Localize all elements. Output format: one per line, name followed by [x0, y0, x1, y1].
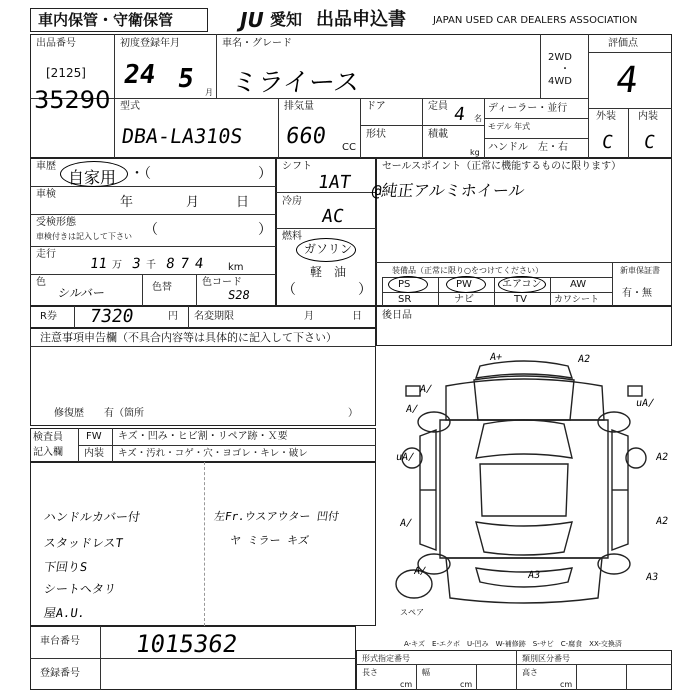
drive-2wd: 2WD [548, 52, 572, 63]
naiso-items: キズ・汚れ・コゲ・穴・ヨゴレ・キレ・破レ [118, 448, 308, 459]
fuel-label: 燃料 [282, 231, 302, 242]
exterior-grade: C [600, 132, 615, 153]
color-change-label: 色替 [152, 282, 172, 293]
handle-label: ハンドル 左・右 [488, 142, 568, 153]
height-label: 高さ [522, 668, 538, 677]
recv-close: ） [258, 222, 272, 238]
type-label: 型式 [120, 101, 140, 112]
chassis-label: 車台番号 [40, 636, 80, 647]
displacement-label: 排気量 [284, 101, 314, 112]
eq-sr: SR [398, 294, 412, 305]
lot-no-label: 出品番号 [36, 38, 76, 49]
eq-pw: PW [456, 279, 472, 290]
mark-right-1: uA/ [635, 398, 655, 409]
note-1: ハンドルカバー付 [42, 510, 141, 524]
rear-label: 後日品 [382, 310, 412, 321]
doors-label: ドア [366, 101, 386, 112]
history-close: ） [258, 166, 272, 182]
recv-open: （ [144, 222, 158, 238]
lot-number: 35290 [34, 86, 111, 114]
shift-label: シフト [282, 161, 312, 172]
form-title: 出品申込書 [316, 9, 406, 30]
month-mark: 月 [205, 88, 213, 97]
history-open: ・（ [130, 166, 151, 182]
interior-grade: C [642, 132, 657, 153]
history-label: 車歴 [36, 161, 56, 172]
mileage-rest-value: 874 [164, 256, 211, 272]
cm-3: cm [560, 680, 573, 689]
lot-bracket: [2125] [46, 66, 86, 80]
yen-label: 円 [168, 311, 178, 322]
fuel-open: （ [282, 282, 296, 298]
inspection-label: 車検 [36, 189, 56, 200]
note-right-2: ヤ ミラー キズ [229, 534, 310, 547]
note-2: スタッドレスT [42, 536, 124, 550]
recv-form-note: 車検付きは記入して下さい [36, 232, 132, 241]
mileage-man: 万 [112, 260, 122, 271]
exterior-label: 外装 [596, 111, 616, 122]
eq-aw: AW [570, 279, 587, 290]
damage-legend: A-キズ E-エクボ U-凹み W-補修跡 S-サビ C-腐食 XX-交換済 [404, 640, 622, 648]
mark-top-left: A/ [419, 384, 433, 395]
warranty-label: 新車保証書 [620, 266, 660, 275]
model-name: ミライース [229, 68, 362, 98]
mileage-man-value: 11 [88, 256, 108, 272]
fw-label: FW [86, 431, 102, 442]
diesel-label: 軽 油 [310, 265, 347, 279]
mark-top-mid: A+ [489, 352, 503, 363]
entry-label: 記入欄 [33, 447, 63, 458]
repair-label: 修復歴 有（箇所 [54, 408, 144, 419]
eq-tv: TV [514, 294, 527, 305]
displacement-value: 660 [284, 124, 328, 149]
naiso-label: 内装 [84, 448, 104, 459]
mark-right-2: A2 [655, 452, 669, 463]
model-grade-label: 車名・グレード [222, 38, 292, 49]
note-3: 下回りS [42, 560, 89, 574]
warranty-options: 有・無 [622, 288, 652, 299]
fw-items: キズ・凹み・ヒビ割・リペア跡・Ｘ要 [118, 431, 288, 442]
history-circled: 自家用 [68, 168, 117, 187]
name-change-label: 名変期限 [194, 311, 234, 322]
mark-left-3: A/ [399, 518, 413, 529]
sales-point-value: @純正アルミホイール [370, 181, 526, 200]
mark-left-1: A/ [405, 404, 419, 415]
fuel-close: ） [358, 282, 372, 298]
rating-label: 評価点 [608, 38, 638, 49]
note-4: シートヘタリ [42, 582, 117, 596]
first-reg-label: 初度登録年月 [120, 38, 180, 49]
type-value: DBA-LA310S [120, 124, 245, 148]
load-label: 積載 [428, 129, 448, 140]
color-code-label: 色コード [202, 277, 242, 288]
mark-bottom-left: A/ [413, 566, 427, 577]
mark-bottom-right: A3 [645, 572, 659, 583]
mileage-sen-value: 3 [130, 256, 142, 272]
color-code-value: S28 [227, 288, 251, 302]
model-year-label: モデル 年式 [488, 122, 531, 131]
persons-label: 名 [474, 114, 482, 123]
cc-label: CC [342, 142, 356, 153]
eq-aircon: エアコン [502, 279, 542, 290]
recv-form-label: 受検形態 [36, 217, 76, 228]
rear-block [376, 306, 672, 346]
rating-value: 4 [613, 60, 641, 101]
sales-point-label: セールスポイント（正常に機能するものに限ります） [382, 161, 622, 172]
length-label: 長さ [362, 668, 378, 677]
ac-label: 冷房 [282, 196, 302, 207]
reg-month: 5 [175, 64, 196, 94]
capacity-label: 定員 [428, 101, 448, 112]
shift-value: 1AT [316, 172, 352, 193]
color-label: 色 [36, 277, 46, 288]
reg-year: 24 [121, 60, 158, 90]
width-label: 幅 [422, 668, 430, 677]
notes-label: 注意事項申告欄（不具合内容等は具体的に記入して下さい） [40, 331, 337, 344]
note-right-1: 左Fr.ウスアウター 凹付 [213, 510, 340, 523]
shape-label: 形状 [366, 129, 386, 140]
nc-month: 月 [304, 311, 314, 322]
equipment-label: 装備品（正常に限り○をつけてください） [392, 266, 543, 275]
mark-right-3: A2 [655, 516, 669, 527]
storage-label: 車内保管・守衛保管 [38, 11, 174, 29]
eq-navi: ナビ [454, 294, 474, 305]
chassis-value: 1015362 [134, 630, 240, 658]
inspector-label: 検査員 [33, 432, 63, 443]
kg-label: kg [470, 148, 480, 157]
recycle-label: R券 [40, 311, 57, 322]
mark-top-right: A2 [577, 354, 591, 365]
nc-day: 日 [352, 311, 362, 322]
reg-no-label: 登録番号 [40, 668, 80, 679]
ac-value: AC [320, 206, 346, 227]
class-no-label: 類別区分番号 [522, 654, 570, 663]
drive-4wd: 4WD [548, 76, 572, 87]
note-5: 屋A.U. [42, 606, 86, 620]
mileage-km: km [228, 262, 244, 273]
mileage-label: 走行 [36, 249, 56, 260]
type-no-label: 形式指定番号 [362, 654, 410, 663]
drive-dot: ・ [560, 64, 570, 75]
repair-close: ） [348, 408, 358, 419]
insp-month: 月 [186, 195, 200, 210]
capacity-value: 4 [452, 104, 467, 125]
association-name: JAPAN USED CAR DEALERS ASSOCIATION [433, 15, 638, 26]
mileage-sen: 千 [146, 260, 156, 271]
cm-2: cm [460, 680, 473, 689]
logo-region: 愛知 [270, 10, 303, 29]
cm-1: cm [400, 680, 413, 689]
spare-label: スペア [400, 608, 424, 617]
mark-left-2: uA/ [395, 452, 415, 463]
insp-year: 年 [120, 195, 134, 210]
interior-label: 内装 [638, 111, 658, 122]
recycle-value: 7320 [88, 306, 135, 327]
mark-bottom: A3 [527, 570, 541, 581]
color-value: シルバー [56, 286, 106, 300]
insp-day: 日 [236, 195, 250, 210]
ju-logo: JU [240, 8, 264, 32]
dealer-label: ディーラー・並行 [488, 103, 568, 114]
eq-ps: PS [398, 279, 411, 290]
fuel-circled: ガソリン [304, 242, 353, 256]
eq-leather: カワシート [554, 295, 600, 305]
